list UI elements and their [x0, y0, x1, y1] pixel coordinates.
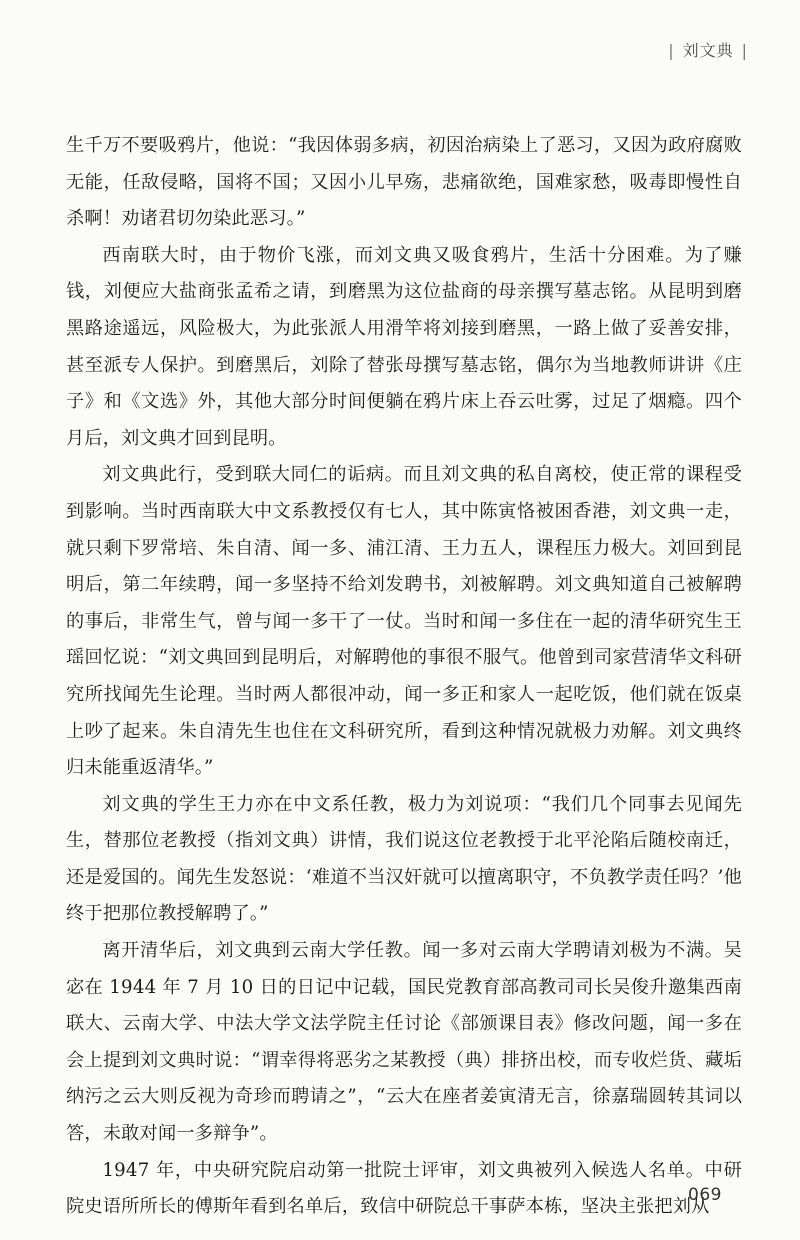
paragraph: 1947 年，中央研究院启动第一批院士评审，刘文典被列入候选人名单。中研院史语所所长的傅斯年看到名单后，致信中研院总干事萨本栋，坚决主张把刘从 — [66, 1159, 742, 1218]
paragraph-continued: 生千万不要吸鸦片，他说：“我因体弱多病，初因治病染上了恶习，又因为政府腐败无能，任敌侵略，国将不国；又因小儿早殇，悲痛欲绝，国难家愁，吸毒即慢性自杀啊！劝诸君切勿染此恶习。” — [66, 135, 742, 230]
page-body — [66, 128, 742, 1226]
paragraph: 刘文典此行，受到联大同仁的诟病。而且刘文典的私自离校，使正常的课程受到影响。当时西南联大中文系教授仅有七人，其中陈寅恪被困香港，刘文典一走，就只剩下罗常培、朱自清、闻一多、浦江清、王力五人，课程压力极大。刘回到昆明后，第二年续聘，闻一多坚持不给刘发聘书，刘被解聘。刘文典知道自己被解聘的事后，非常生气，曾与闻一多干了一仗。当时和闻一多住在一起的清华研究生王瑶回忆说：“刘文典回到昆明后，对解聘他的事很不服气。他曾到司家营清华文科研究所找闻先生论理。当时两人都很冲动，闻一多正和家人一起吃饭，他们就在饭桌上吵了起来。朱自清先生也住在文科研究所，看到这种情况就极力劝解。刘文典终归未能重返清华。” — [66, 464, 742, 779]
running-header — [660, 38, 756, 61]
header-divider-right: | — [741, 41, 748, 60]
paragraph: 离开清华后，刘文典到云南大学任教。闻一多对云南大学聘请刘极为不满。吴宓在 1944 年 7 月 10 日的日记中记载，国民党教育部高教司司长吴俊升邀集西南联大、云南大学、中法大学文法学院主任讨论《部颁课目表》修改问题，闻一多在会上提到刘文典时说：“谓幸得将恶劣之某教授（典）排挤出校，而专收烂货、藏垢纳污之云大则反视为奇珍而聘请之”，“云大在座者姜寅清无言，徐嘉瑞圆转其词以答，未敢对闻一多辩争”。 — [66, 940, 742, 1145]
paragraph: 刘文典的学生王力亦在中文系任教，极力为刘说项：“我们几个同事去见闻先生，替那位老教授（指刘文典）讲情，我们说这位老教授于北平沦陷后随校南迁，还是爱国的。闻先生发怒说：‘难道不当汉奸就可以擅离职守，不负教学责任吗？’他终于把那位教授解聘了。” — [66, 793, 742, 925]
chapter-title: 刘文典 — [682, 41, 734, 60]
paragraph: 西南联大时，由于物价飞涨，而刘文典又吸食鸦片，生活十分困难。为了赚钱，刘便应大盐商张孟希之请，到磨黑为这位盐商的母亲撰写墓志铭。从昆明到磨黑路途遥远，风险极大，为此张派人用滑竿将刘接到磨黑，一路上做了妥善安排，甚至派专人保护。到磨黑后，刘除了替张母撰写墓志铭，偶尔为当地教师讲讲《庄子》和《文选》外，其他大部分时间便躺在鸦片床上吞云吐雾，过足了烟瘾。四个月后，刘文典才回到昆明。 — [66, 244, 742, 449]
header-divider-left: | — [668, 41, 675, 60]
page-number: 069 — [688, 1185, 722, 1205]
